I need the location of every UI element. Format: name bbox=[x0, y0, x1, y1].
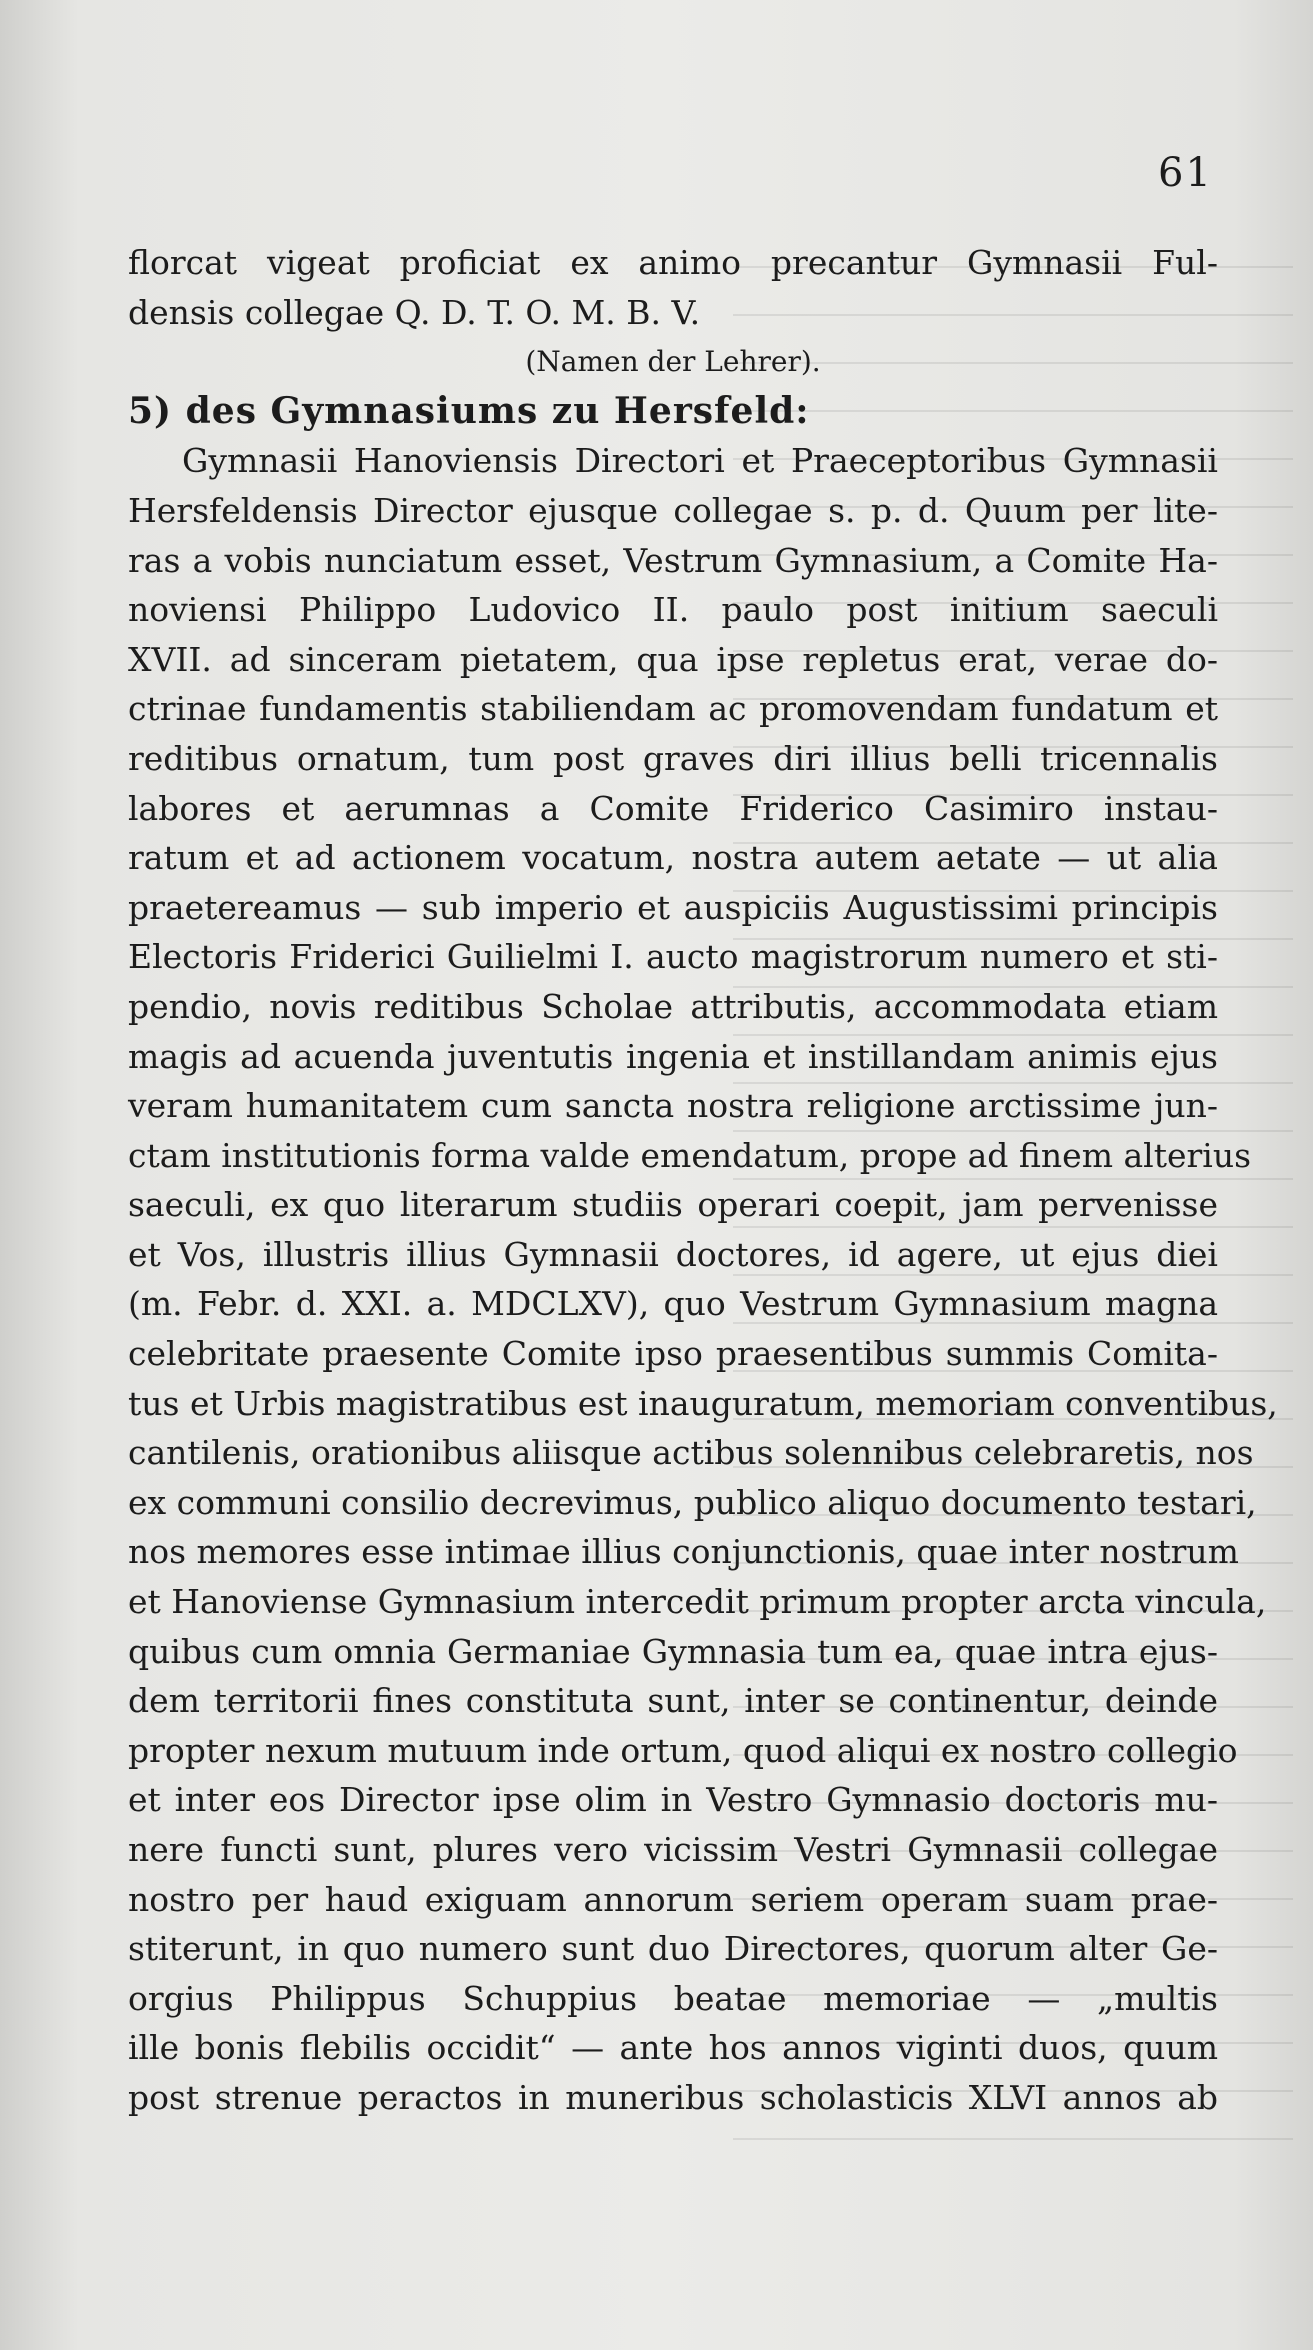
text-line: florcat vigeat proficiat ex animo precantur Gymnasii Ful- bbox=[128, 243, 1218, 282]
page-number: 61 bbox=[1158, 150, 1213, 196]
text-line: ctrinae fundamentis stabiliendam ac promovendam fundatum et bbox=[128, 689, 1218, 729]
text-line: (m. Febr. d. XXI. a. MDCLXV), quo Vestrum Gymnasium magna bbox=[128, 1284, 1218, 1324]
text-line: ex communi consilio decrevimus, publico aliquo documento testari, bbox=[128, 1482, 1257, 1522]
text-line: ras a vobis nunciatum esset, Vestrum Gymnasium, a Comite Ha- bbox=[128, 540, 1218, 580]
text-line: saeculi, ex quo literarum studiis operari coepit, jam pervenisse bbox=[128, 1185, 1218, 1225]
text-line: propter nexum mutuum inde ortum, quod aliqui ex nostro collegio bbox=[128, 1730, 1238, 1770]
text-line: noviensi Philippo Ludovico II. paulo post initium saeculi bbox=[128, 590, 1218, 630]
text-line: Electoris Friderici Guilielmi I. aucto magistrorum numero et sti- bbox=[128, 937, 1218, 977]
text-line: XVII. ad sinceram pietatem, qua ipse repletus erat, verae do- bbox=[128, 639, 1218, 679]
text-line: ratum et ad actionem vocatum, nostra autem aetate — ut alia bbox=[128, 838, 1218, 878]
text-line: nos memores esse intimae illius conjunctionis, quae inter nostrum bbox=[128, 1532, 1239, 1572]
teacher-names-note: (Namen der Lehrer). bbox=[525, 345, 821, 379]
text-line: labores et aerumnas a Comite Friderico Casimiro instau- bbox=[128, 788, 1218, 828]
text-line: ctam institutionis forma valde emendatum, prope ad finem alterius bbox=[128, 1135, 1252, 1175]
text-line: orgius Philippus Schuppius beatae memoriae — „multis bbox=[128, 1978, 1218, 2018]
text-line: nere functi sunt, plures vero vicissim Vestri Gymnasii collegae bbox=[128, 1830, 1218, 1869]
text-line: et Vos, illustris illius Gymnasii doctores, id agere, ut ejus diei bbox=[128, 1234, 1218, 1274]
text-line: Hersfeldensis Director ejusque collegae s. p. d. Quum per lite- bbox=[128, 490, 1218, 530]
text-line: stiterunt, in quo numero sunt duo Directores, quorum alter Ge- bbox=[128, 1929, 1218, 1969]
text-line: reditibus ornatum, tum post graves diri illius belli tricennalis bbox=[128, 738, 1218, 778]
text-line: et inter eos Director ipse olim in Vestro Gymnasio doctoris mu- bbox=[128, 1780, 1218, 1820]
text-line: dem territorii fines constituta sunt, inter se continentur, deinde bbox=[128, 1681, 1218, 1721]
body-text bbox=[128, 238, 1278, 2123]
text-line: densis collegae Q. D. T. O. M. B. V. bbox=[128, 292, 701, 332]
text-line: celebritate praesente Comite ipso praesentibus summis Comita- bbox=[128, 1334, 1218, 1374]
text-line: Gymnasii Hanoviensis Directori et Praeceptoribus Gymnasii bbox=[182, 441, 1218, 481]
text-line: praetereamus — sub imperio et auspiciis Augustissimi principis bbox=[128, 887, 1218, 927]
text-line: et Hanoviense Gymnasium intercedit primum propter arcta vincula, bbox=[128, 1582, 1267, 1622]
text-line: ille bonis flebilis occidit“ — ante hos annos viginti duos, quum bbox=[128, 2028, 1218, 2068]
text-line: post strenue peractos in muneribus scholasticis XLVI annos ab bbox=[128, 2077, 1218, 2117]
text-line: tus et Urbis magistratibus est inauguratum, memoriam conventibus, bbox=[128, 1383, 1278, 1423]
text-line: pendio, novis reditibus Scholae attributis, accommodata etiam bbox=[128, 986, 1218, 1026]
text-line: cantilenis, orationibus aliisque actibus solennibus celebraretis, nos bbox=[128, 1433, 1254, 1473]
text-line: quibus cum omnia Germaniae Gymnasia tum ea, quae intra ejus- bbox=[128, 1631, 1218, 1671]
text-line: magis ad acuenda juventutis ingenia et instillandam animis ejus bbox=[128, 1036, 1218, 1076]
section-heading: 5) des Gymnasiums zu Hersfeld: bbox=[128, 389, 810, 432]
text-line: veram humanitatem cum sancta nostra religione arctissime jun- bbox=[128, 1086, 1218, 1126]
text-line: nostro per haud exiguam annorum seriem operam suam prae- bbox=[128, 1879, 1218, 1919]
